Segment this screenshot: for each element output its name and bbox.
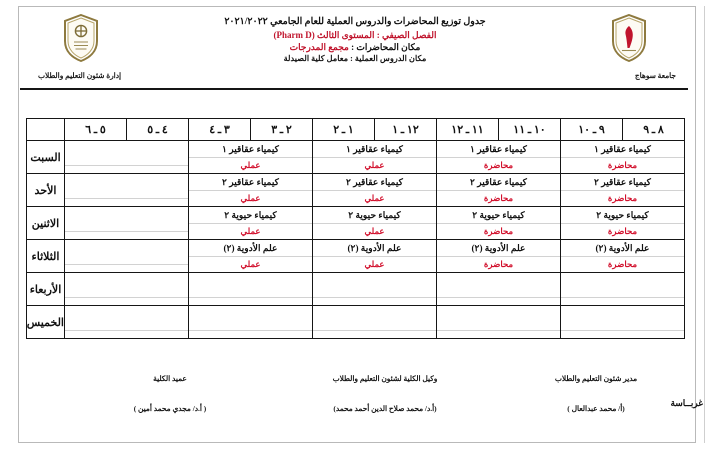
course-name: كيمياء عقاقير ٢ — [437, 174, 560, 191]
lecture-place-label: مكان المحاضرات : — [351, 41, 421, 52]
timetable-cell[interactable] — [313, 306, 437, 339]
course-name: كيمياء عقاقير ٢ — [313, 174, 436, 191]
time-slot-header: ٨ ـ ٩ — [623, 119, 685, 141]
timetable-cell[interactable] — [189, 273, 313, 306]
time-slot-header: ١٠ ـ ١١ — [499, 119, 561, 141]
course-name: علم الأدوية (٢) — [437, 240, 560, 257]
timetable-cell[interactable] — [437, 141, 561, 174]
timetable-cell[interactable] — [313, 240, 437, 273]
timetable — [26, 118, 685, 339]
course-name: كيمياء حيوية ٢ — [189, 207, 312, 224]
timetable-cell[interactable] — [313, 207, 437, 240]
lecture-place-line — [20, 41, 690, 53]
timetable-cell[interactable] — [561, 306, 685, 339]
time-slot-header: ٢ ـ ٣ — [251, 119, 313, 141]
header-divider — [20, 88, 688, 90]
timetable-cell[interactable] — [437, 273, 561, 306]
timetable-row — [27, 207, 685, 240]
empty-slot — [65, 141, 188, 173]
session-type: محاضرة — [607, 160, 638, 170]
session-type: عملي — [364, 226, 385, 236]
day-label: الثلاثاء — [27, 240, 65, 273]
timetable-cell[interactable] — [313, 273, 437, 306]
timetable-cell[interactable] — [437, 207, 561, 240]
session-type: عملي — [240, 160, 261, 170]
education-affairs-caption: إدارة شئون التعليم والطلاب — [38, 71, 122, 80]
course-name: كيمياء حيوية ٢ — [437, 207, 560, 224]
empty-slot — [561, 273, 684, 305]
session-type: محاضرة — [483, 193, 514, 203]
document-header — [20, 10, 690, 88]
course-name: كيمياء عقاقير ١ — [313, 141, 436, 158]
signature-title: عميد الكلية — [153, 374, 187, 383]
empty-slot — [65, 174, 188, 206]
header-text-block — [20, 16, 690, 64]
session-type: عملي — [240, 259, 261, 269]
course-name: كيمياء عقاقير ١ — [437, 141, 560, 158]
timetable-cell[interactable] — [313, 174, 437, 207]
empty-slot — [189, 273, 312, 305]
timetable-cell[interactable] — [189, 141, 313, 174]
timetable-cell[interactable] — [313, 141, 437, 174]
course-name: علم الأدوية (٢) — [189, 240, 312, 257]
timetable-cell[interactable] — [437, 174, 561, 207]
university-name-caption: جامعة سوهاج — [634, 71, 676, 80]
timetable-cell[interactable] — [561, 174, 685, 207]
timetable-cell[interactable] — [65, 207, 189, 240]
timetable-cell[interactable] — [65, 174, 189, 207]
timetable-cell[interactable] — [65, 306, 189, 339]
timetable-row — [27, 240, 685, 273]
empty-slot — [65, 240, 188, 272]
session-type: عملي — [240, 226, 261, 236]
timetable-cell[interactable] — [65, 240, 189, 273]
day-label: الاثنين — [27, 207, 65, 240]
course-name: كيمياء عقاقير ١ — [189, 141, 312, 158]
course-name: كيمياء حيوية ٢ — [313, 207, 436, 224]
empty-slot — [65, 207, 188, 239]
session-type: محاضرة — [483, 160, 514, 170]
signature-title: وكيل الكلية لشئون التعليم والطلاب — [332, 374, 438, 383]
lab-place-line: مكان الدروس العملية : معامل كلية الصيدلة — [283, 54, 427, 64]
scan-right-edge — [704, 6, 716, 443]
time-slot-header: ٤ ـ ٥ — [127, 119, 189, 141]
session-type: محاضرة — [607, 193, 638, 203]
timetable-cell[interactable] — [189, 306, 313, 339]
timetable-header-row — [27, 119, 685, 141]
signature-vice-dean — [290, 374, 480, 413]
time-slot-header: ١٢ ـ ١ — [375, 119, 437, 141]
signature-title: مدير شئون التعليم والطلاب — [554, 374, 638, 383]
empty-slot — [189, 306, 312, 338]
session-type: عملي — [364, 193, 385, 203]
timetable-row — [27, 174, 685, 207]
lecture-place-value: مجمع المدرجات — [289, 41, 349, 52]
timetable-cell[interactable] — [189, 240, 313, 273]
signature-name: ( أ.د/ مجدي محمد أمين ) — [133, 404, 207, 413]
empty-slot — [65, 273, 188, 305]
session-type: محاضرة — [607, 226, 638, 236]
empty-slot — [437, 273, 560, 305]
empty-slot — [313, 306, 436, 338]
timetable-container — [27, 118, 685, 339]
timetable-cell[interactable] — [65, 141, 189, 174]
timetable-cell[interactable] — [437, 240, 561, 273]
course-name: كيمياء حيوية ٢ — [561, 207, 684, 224]
timetable-cell[interactable] — [561, 141, 685, 174]
session-type: محاضرة — [483, 226, 514, 236]
empty-slot — [313, 273, 436, 305]
stamp-word: غربــاسة — [670, 398, 703, 408]
day-label: الأربعاء — [27, 273, 65, 306]
document-title: جدول توزيع المحاضرات والدروس العملية للعام الجامعي ٢٠٢١/٢٠٢٢ — [224, 17, 486, 27]
empty-slot — [561, 306, 684, 338]
timetable-cell[interactable] — [561, 240, 685, 273]
course-name: كيمياء عقاقير ٢ — [561, 174, 684, 191]
timetable-row — [27, 306, 685, 339]
course-name: علم الأدوية (٢) — [561, 240, 684, 257]
timetable-cell[interactable] — [561, 273, 685, 306]
session-type: عملي — [364, 259, 385, 269]
timetable-cell[interactable] — [189, 174, 313, 207]
empty-slot — [65, 306, 188, 338]
time-slot-header: ١ ـ ٢ — [313, 119, 375, 141]
day-column-header — [27, 119, 65, 141]
course-name: كيمياء عقاقير ١ — [561, 141, 684, 158]
time-slot-header: ٣ ـ ٤ — [189, 119, 251, 141]
timetable-cell[interactable] — [561, 207, 685, 240]
timetable-cell[interactable] — [65, 273, 189, 306]
course-name: علم الأدوية (٢) — [313, 240, 436, 257]
session-type: محاضرة — [483, 259, 514, 269]
time-slot-header: ١١ ـ ١٢ — [437, 119, 499, 141]
course-name: كيمياء عقاقير ٢ — [189, 174, 312, 191]
session-type: عملي — [240, 193, 261, 203]
term-and-level: الفصل الصيفي : المستوى الثالث (Pharm D) — [273, 29, 437, 40]
timetable-cell[interactable] — [189, 207, 313, 240]
signature-name: (أ/ محمد عبدالعال ) — [567, 404, 625, 413]
timetable-row — [27, 141, 685, 174]
timetable-cell[interactable] — [437, 306, 561, 339]
session-type: عملي — [364, 160, 385, 170]
day-label: الخميس — [27, 306, 65, 339]
day-label: السبت — [27, 141, 65, 174]
signature-block — [27, 368, 703, 430]
time-slot-header: ٩ ـ ١٠ — [561, 119, 623, 141]
time-slot-header: ٥ ـ ٦ — [65, 119, 127, 141]
day-label: الأحد — [27, 174, 65, 207]
signature-name: (أ.د/ محمد صلاح الدين أحمد محمد) — [333, 404, 437, 413]
empty-slot — [437, 306, 560, 338]
signature-dean — [85, 374, 255, 413]
timetable-row — [27, 273, 685, 306]
session-type: محاضرة — [607, 259, 638, 269]
signature-education-affairs-manager — [521, 374, 671, 413]
